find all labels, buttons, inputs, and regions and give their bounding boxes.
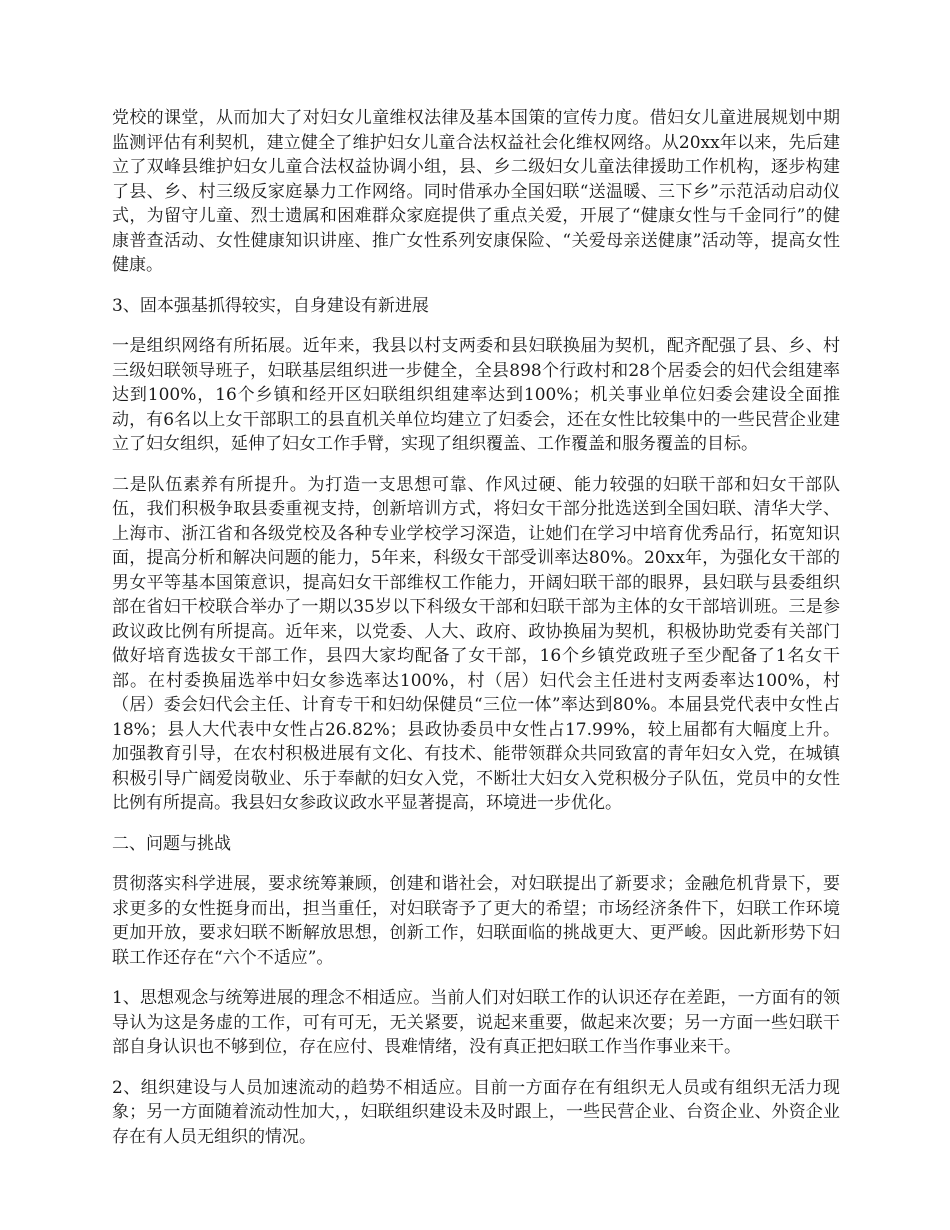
section-heading-problems-challenges: 二、问题与挑战 xyxy=(112,833,231,854)
paragraph-women-children-rights: 党校的课堂，从而加大了对妇女儿童维权法律及基本国策的宣传力度。借妇女儿童进展规划中期监测评估有利契机，建立健全了维护妇女儿童合法权益社会化维权网络。从20xx年以来，先后建立了双峰县维护妇女儿童合法权益协调小组，县、乡二级妇女儿童法律援助工作机构，逐步构建了县、乡、村三级反家庭暴力工作网络。同时借承办全国妇联“送温暖、三下乡”示范活动启动仪式，为留守儿童、烈士遗属和困难群众家庭提供了重点关爱，开展了“健康女性与千金同行”的健康普查活动、女性健康知识讲座、推广女性系列安康保险、“关爱母亲送健康”活动等，提高女性健康。 xyxy=(112,108,840,275)
paragraph-organization-network: 一是组织网络有所拓展。近年来，我县以村支两委和县妇联换届为契机，配齐配强了县、乡、村三级妇联领导班子，妇联基层组织进一步健全，全县898个行政村和28个居委会的妇代会组建率达到100%，16个乡镇和经开区妇联组织组建率达到100%；机关事业单位妇委会建设全面推动，有6名以上女干部职工的县直机关单位均建立了妇委会，还在女性比较集中的一些民营企业建立了妇女组织，延伸了妇女工作手臂，实现了组织覆盖、工作覆盖和服务覆盖的目标。 xyxy=(112,336,840,454)
paragraph-new-requirements: 贯彻落实科学进展，要求统筹兼顾，创建和谐社会，对妇联提出了新要求；金融危机背景下，要求更多的女性挺身而出，担当重任，对妇联寄予了更大的希望；市场经济条件下，妇联工作环境更加开放，要求妇联不断解放思想，创新工作，妇联面临的挑战更大、更严峻。因此新形势下妇联工作还存在“六个不适应”。 xyxy=(112,874,840,968)
paragraph-team-quality: 二是队伍素养有所提升。为打造一支思想可靠、作风过硬、能力较强的妇联干部和妇女干部队伍，我们积极争取县委重视支持，创新培训方式，将妇女干部分批选送到全国妇联、清华大学、上海市、浙江省和各级党校及各种专业学校学习深造，让她们在学习中培育优秀品行，拓宽知识面，提高分析和解决问题的能力，5年来，科级女干部受训率达80%。20xx年，为强化女干部的男女平等基本国策意识，提高妇女干部维权工作能力，开阔妇联干部的眼界，县妇联与县委组织部在省妇干校联合举办了一期以35岁以下科级女干部和妇联干部为主体的女干部培训班。三是参政议政比例有所提高。近年来，以党委、人大、政府、政协换届为契机，积极协助党委有关部门做好培育选拔女干部工作，县四大家均配备了女干部，16个乡镇党政班子至少配备了1名女干部。在村委换届选举中妇女参选率达100%，村（居）妇代会主任进村支两委率达100%，村（居）委会妇代会主任、计育专干和妇幼保健员“三位一体”率达到80%。本届县党代表中女性占18%；县人大代表中女性占26.82%；县政协委员中女性占17.99%，较上届都有大幅度上升。加强教育引导，在农村积极进展有文化、有技术、能带领群众共同致富的青年妇女入党，在城镇积极引导广阔爱岗敬业、乐于奉献的妇女入党，不断壮大妇女入党积极分子队伍，党员中的女性比例有所提高。我县妇女参政议政水平显著提高，环境进一步优化。 xyxy=(112,474,840,813)
paragraph-ideology-mismatch: 1、思想观念与统筹进展的理念不相适应。当前人们对妇联工作的认识还存在差距，一方面有的领导认为这是务虚的工作，可有可无，无关紧要，说起来重要，做起来次要；另一方面一些妇联干部自身认识也不够到位，存在应付、畏难情绪，没有真正把妇联工作当作事业来干。 xyxy=(112,988,840,1057)
section-heading-self-construction: 3、固本强基抓得较实，自身建设有新进展 xyxy=(112,295,429,316)
paragraph-organization-mismatch: 2、组织建设与人员加速流动的趋势不相适应。目前一方面存在有组织无人员或有组织无活力现象；另一方面随着流动性加大，，妇联组织建设未及时跟上，一些民营企业、台资企业、外资企业存在有人员无组织的情况。 xyxy=(112,1077,840,1147)
